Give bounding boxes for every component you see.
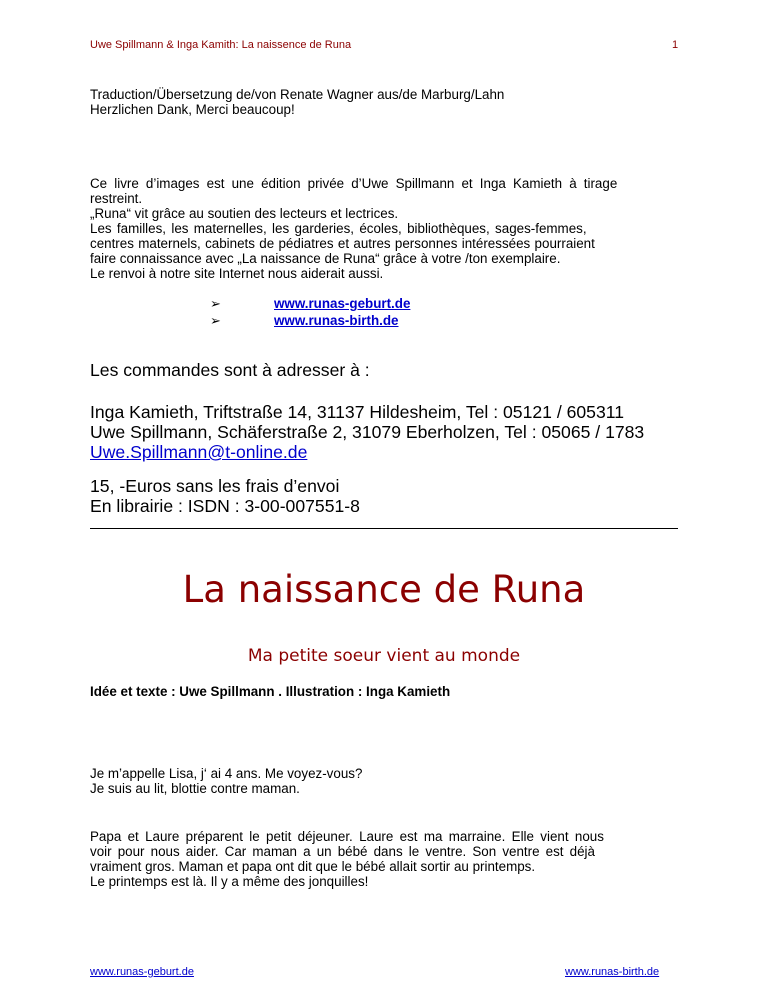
story-paragraph-1 — [90, 766, 678, 796]
isbn-line: En librairie : ISDN : 3-00-007551-8 — [90, 496, 360, 516]
address-kamieth: Inga Kamieth, Triftstraße 14, 31137 Hildesheim, Tel : 05121 / 605311 — [90, 402, 624, 422]
link-runas-geburt[interactable]: www.runas-geburt.de — [274, 296, 411, 311]
running-header-title: Uwe Spillmann & Inga Kamith: La naissence de Runa — [90, 39, 352, 51]
story-paragraph-2 — [90, 829, 678, 889]
translation-line: Traduction/Übersetzung de/von Renate Wagner aus/de Marburg/Lahn — [90, 87, 505, 102]
footer-link-geburt[interactable]: www.runas-geburt.de — [90, 966, 194, 978]
intro-line: faire connaissance avec „La naissance de Runa“ grâce à votre /ton exemplaire. — [90, 251, 561, 266]
story-line: vraiment gros. Maman et papa ont dit que le bébé allait sortir au printemps. — [90, 859, 536, 874]
email-link[interactable]: Uwe.Spillmann@t-online.de — [90, 442, 308, 462]
arrow-bullet-icon: ➢ — [210, 296, 221, 311]
link-runas-birth[interactable]: www.runas-birth.de — [274, 313, 399, 328]
story-line: Je m’appelle Lisa, j‘ ai 4 ans. Me voyez-vous? — [90, 766, 363, 781]
intro-line: Ce livre d’images est une édition privée d’Uwe Spillmann et Inga Kamieth à tirage — [90, 176, 618, 191]
story-line: Papa et Laure préparent le petit déjeuner. Laure est ma marraine. Elle vient nous — [90, 829, 604, 844]
address-spillmann: Uwe Spillmann, Schäferstraße 2, 31079 Eberholzen, Tel : 05065 / 1783 — [90, 422, 645, 442]
footer-link-birth[interactable]: www.runas-birth.de — [565, 966, 660, 978]
intro-line: Le renvoi à notre site Internet nous aiderait aussi. — [90, 266, 384, 281]
intro-line: „Runa“ vit grâce au soutien des lecteurs et lectrices. — [90, 206, 399, 221]
translation-note — [90, 87, 678, 117]
price-info — [90, 476, 360, 516]
divider — [90, 528, 678, 529]
orders-heading: Les commandes sont à adresser à : — [90, 360, 370, 380]
intro-line: restreint. — [90, 191, 143, 206]
story-line: voir pour nous aider. Car maman a un bébé dans le ventre. Son ventre est déjà — [90, 844, 595, 859]
story-line: Je suis au lit, blottie contre maman. — [90, 781, 300, 796]
intro-paragraph — [90, 176, 678, 281]
arrow-bullet-icon: ➢ — [210, 313, 221, 328]
book-subtitle: Ma petite soeur vient au monde — [247, 646, 521, 666]
book-credits: Idée et texte : Uwe Spillmann . Illustration : Inga Kamieth — [90, 684, 451, 699]
story-line: Le printemps est là. Il y a même des jonquilles! — [90, 874, 369, 889]
thanks-line: Herzlichen Dank, Merci beaucoup! — [90, 102, 295, 117]
price-line: 15, -Euros sans les frais d’envoi — [90, 476, 340, 496]
order-addresses — [90, 402, 644, 462]
intro-line: Les familles, les maternelles, les garderies, écoles, bibliothèques, sages-femmes, — [90, 221, 587, 236]
page-number: 1 — [672, 39, 679, 51]
intro-line: centres maternels, cabinets de pédiatres et autres personnes intéressées pourraient — [90, 236, 595, 251]
book-title: La naissance de Runa — [182, 568, 586, 611]
